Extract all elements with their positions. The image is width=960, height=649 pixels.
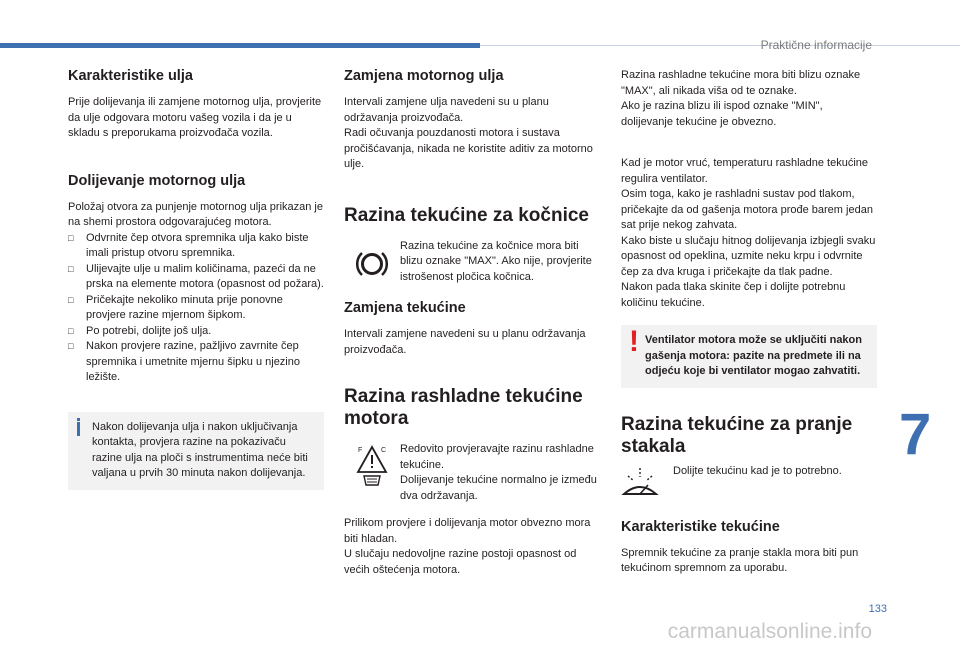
oil-characteristics-heading: Karakteristike ulja <box>68 68 193 84</box>
warning-icon: ! <box>629 325 639 358</box>
brake-change-heading: Zamjena tekućine <box>344 300 466 316</box>
oil-refill-steps <box>68 231 324 386</box>
svg-text:C: C <box>381 447 387 454</box>
chapter-number: 7 <box>899 402 932 467</box>
washer-fluid-icon <box>621 464 659 500</box>
coolant-heading: Razina rashladne tekućine motora <box>344 386 583 429</box>
info-note-text: Nakon dolijevanja ulja i nakon uključivanja kontakta, provjera razine na pokazivaču razine ulja na ploči s instrumentima neće biti valjana u prvih 30 minuta nakon dolijevanja. <box>92 420 308 479</box>
coolant-icon-text: Redovito provjeravajte razinu rashladne tekućine. Dolijevanje tekućine normalno je između dva održavanja. <box>400 443 597 502</box>
svg-text:F: F <box>358 447 363 454</box>
list-item: □ Po potrebi, dolijte još ulja. <box>68 324 324 340</box>
oil-characteristics-text: Prije dolijevanja ili zamjene motornog ulja, provjerite da ulje odgovara motoru vašeg vozila i da je u skladu s preporukama proizvođača vozila. <box>68 96 322 139</box>
info-note-box <box>68 412 324 490</box>
washer-fluid-row <box>621 464 877 500</box>
washer-characteristics-text: Spremnik tekućine za pranje stakla mora biti pun tekućinom spremnom za uporabu. <box>621 546 859 574</box>
warning-text: Ventilator motora može se uključiti nakon gašenja motora: pazite na predmete ili na odjeću koje bi ventilator mogao zahvatiti. <box>645 334 862 377</box>
list-item: □ Ulijevajte ulje u malim količinama, pazeći da ne prska na elemente motora (opasnost od požara). <box>68 262 324 293</box>
list-item: □ Odvrnite čep otvora spremnika ulja kako biste imali pristup otvoru spremnika. <box>68 231 324 262</box>
section-title: Praktične informacije <box>760 38 872 52</box>
page-number: 133 <box>868 603 887 615</box>
column-2 <box>344 60 600 578</box>
washer-fluid-text: Dolijte tekućinu kad je to potrebno. <box>673 464 842 477</box>
header-accent-bar <box>0 43 480 48</box>
oil-refill-heading: Dolijevanje motornog ulja <box>68 172 246 189</box>
oil-refill-intro: Položaj otvora za punjenje motornog ulja prikazan je na shemi prostora odgovarajućeg motora. <box>68 200 323 228</box>
brake-fluid-icon <box>356 249 388 279</box>
brake-fluid-row <box>344 239 600 286</box>
watermark: carmanualsonline.info <box>667 620 872 643</box>
brake-fluid-heading: Razina tekućine za kočnice <box>344 204 589 226</box>
list-item: □ Nakon provjere razine, pažljivo zavrnite čep spremnika i umetnite mjernu šipku u njezino ležište. <box>68 339 324 386</box>
coolant-level-text: Razina rashladne tekućine mora biti blizu oznake "MAX", ali nikada viša od te oznake. Ako je razina blizu ili ispod oznake "MIN", dolijevanje tekućine je obvezno. <box>621 69 861 128</box>
brake-fluid-text: Razina tekućine za kočnice mora biti blizu oznake "MAX". Ako nije, provjerite istrošenost pločica kočnica. <box>400 239 592 283</box>
oil-change-heading: Zamjena motornog ulja <box>344 68 504 84</box>
column-1 <box>68 60 324 490</box>
washer-fluid-heading: Razina tekućine za pranje stakala <box>621 413 853 457</box>
column-3 <box>621 60 877 577</box>
washer-characteristics-heading: Karakteristike tekućine <box>621 518 780 535</box>
coolant-text: Prilikom provjere i dolijevanja motor obvezno mora biti hladan. U slučaju nedovoljne razine postoji opasnost od većih oštećenja motora. <box>344 517 591 576</box>
coolant-row <box>344 442 600 504</box>
oil-change-text: Intervali zamjene ulja navedeni su u planu održavanja proizvođača. Radi očuvanja pouzdanosti motora i sustava pročišćavanja, nikada ne koristite aditiv za motorno ulje. <box>344 96 593 170</box>
coolant-warning-icon <box>354 444 390 488</box>
hot-engine-text: Kad je motor vruć, temperaturu rashladne tekućine regulira ventilator. Osim toga, kako je rashladni sustav pod tlakom, pričekajte da od gašenja motora prođe barem jedan sat prije nekog zahvata. Kako biste u slučaju hitnog dolijevanja izbjegli svaku opasnost od opeklina, uzmite neku krpu i odvrnite čep za dva kruga i pričekajte da tlak padne. Nakon pada tlaka skinite čep i dolijte potrebnu količinu tekućine. <box>621 157 876 309</box>
list-item: □ Pričekajte nekoliko minuta prije ponovne provjere razine mjernom šipkom. <box>68 293 324 324</box>
brake-change-text: Intervali zamjene navedeni su u planu održavanja proizvođača. <box>344 328 586 356</box>
warning-box <box>621 325 877 388</box>
header-rule <box>480 45 960 46</box>
